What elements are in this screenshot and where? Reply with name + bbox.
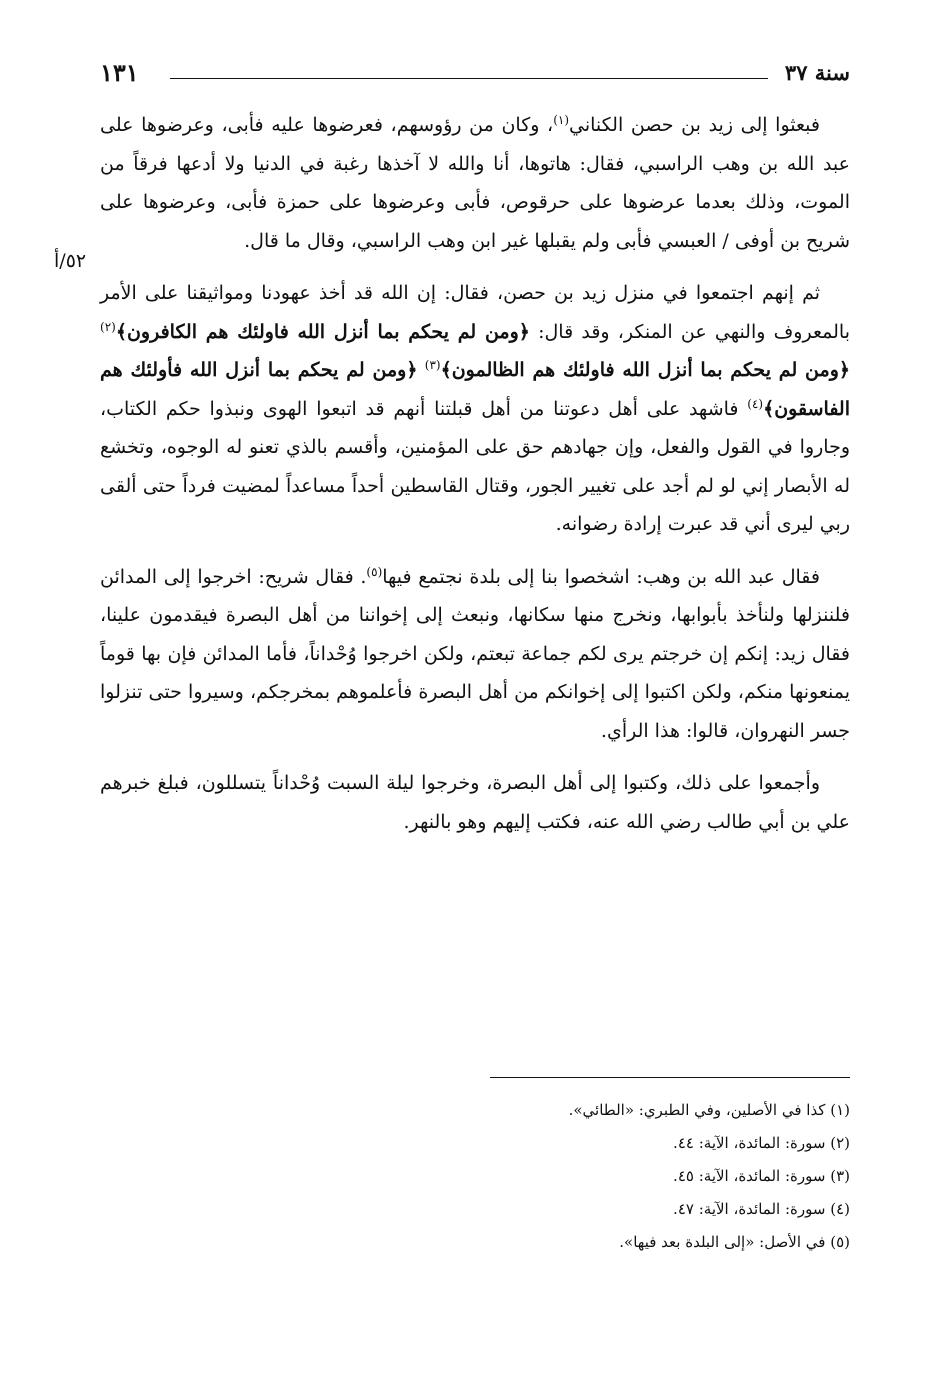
text-segment: فاشهد على أهل دعوتنا من أهل قبلتنا أنهم قد اتبعوا الهوى ونبذوا حكم الكتاب، وجاروا في القول والفعل، وإن جهادهم حق على المؤمنين، وأقسم بالذي تعنو له الوجوه، وتخشع له الأبصار إني لو لم أجد على تغيير الجور، وقتال القاسطين أحداً مساعداً لمضيت فرداً حتى ألقى ربي ليرى أني قد عبرت إرادة رضوانه. bbox=[100, 397, 850, 535]
paragraph bbox=[100, 106, 850, 260]
text-segment bbox=[418, 359, 425, 381]
text-segment: ، وكان من رؤوسهم، فعرضوها عليه فأبى، وعرضوها على عبد الله بن وهب الراسبي، فقال: هاتوها، أنا والله لا آخذها رغبة في الدنيا ولا أدعها فرقاً من الموت، وذلك بعدما عرضوها على حرقوص، فأبى وعرضوها على حمزة فأبى، وعرضوها على شريح بن أوفى / العبسي فأبى ولم يقبلها غير ابن وهب الراسبي، وقال ما قال. bbox=[100, 114, 850, 252]
footnote-ref: (٢) bbox=[100, 319, 116, 334]
quran-quote: ﴿ومن لم يحكم بما أنزل الله فأولئك هم الفاسقون﴾ bbox=[100, 359, 850, 420]
footnote-ref: (١) bbox=[553, 113, 570, 127]
quran-quote: ﴿ومن لم يحكم بما أنزل الله فاولئك هم الكافرون﴾ bbox=[115, 320, 530, 343]
text-segment: وأجمعوا على ذلك، وكتبوا إلى أهل البصرة، وخرجوا ليلة السبت وُحْداناً يتسللون، فبلغ خبرهم علي بن أبي طالب رضي الله عنه، فكتب إليهم وهو بالنهر. bbox=[100, 772, 850, 833]
paragraph bbox=[100, 558, 850, 751]
text-segment: ثم إنهم اجتمعوا في منزل زيد بن حصن، فقال: إن الله قد أخذ عهودنا ومواثيقنا على الأمر بالمعروف والنهي عن المنكر، وقد قال: bbox=[100, 282, 850, 343]
footnote: (٣) سورة: المائدة، الآية: ٤٥. bbox=[673, 1167, 850, 1185]
paragraph bbox=[100, 764, 850, 841]
text-segment: فقال عبد الله بن وهب: اشخصوا بنا إلى بلدة نجتمع فيها bbox=[382, 565, 820, 588]
footnote-ref: (٥) bbox=[366, 564, 383, 579]
text-segment: . فقال شريح: اخرجوا إلى المدائن فلننزلها ولنأخذ بأبوابها، ونخرج منها سكانها، ونبعث إلى إخواننا من أهل البصرة فيقدمون علينا، فقال زيد: إنكم إن خرجتم يرى لكم جماعة تبعتم، ولكن اخرجوا وُحْداناً، فأما المدائن فإن بها قوماً يمنعونها منكم، ولكن اكتبوا إلى إخوانكم من أهل البصرة فأعلموهم بمخرجكم، وسيروا حتى تنزلوا جسر النهروان، قالوا: هذا الرأي. bbox=[100, 565, 850, 742]
main-text bbox=[100, 106, 850, 841]
quran-quote: ﴿ومن لم يحكم بما أنزل الله فاولئك هم الظالمون﴾ bbox=[440, 359, 850, 381]
running-header bbox=[100, 56, 850, 96]
footnote-rule bbox=[490, 1077, 850, 1078]
footnote: (٢) سورة: المائدة، الآية: ٤٤. bbox=[673, 1134, 850, 1152]
header-year: سنة ٣٧ bbox=[784, 60, 850, 85]
text-segment: فبعثوا إلى زيد بن حصن الكناني bbox=[569, 114, 820, 136]
footnote: (٤) سورة: المائدة، الآية: ٤٧. bbox=[673, 1200, 850, 1218]
footnote-ref: (٤) bbox=[747, 396, 764, 411]
page-number: ١٣١ bbox=[100, 58, 139, 87]
header-rule bbox=[170, 78, 768, 79]
manuscript-folio-note: ٥٢/أ bbox=[54, 250, 87, 272]
paragraph bbox=[100, 274, 850, 544]
footnotes bbox=[100, 1094, 850, 1259]
footnote-ref: (٣) bbox=[424, 358, 441, 372]
footnote: (١) كذا في الأصلين، وفي الطبري: «الطائي». bbox=[568, 1101, 850, 1119]
footnote: (٥) في الأصل: «إلى البلدة بعد فيها». bbox=[619, 1233, 850, 1251]
